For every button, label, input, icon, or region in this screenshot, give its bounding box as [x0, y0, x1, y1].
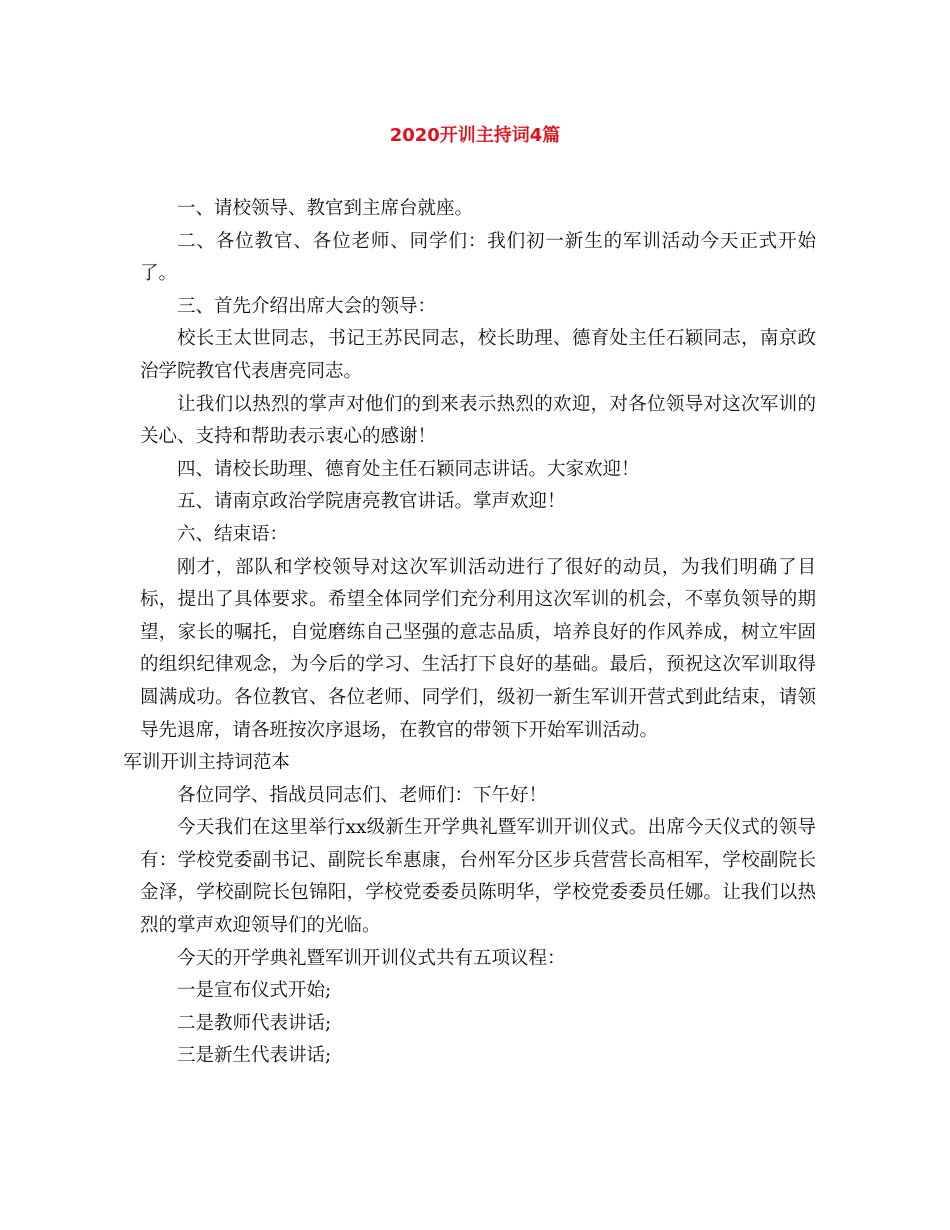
section-heading: 军训开训主持词范本 — [123, 752, 290, 774]
paragraph: 校长王太世同志，书记王苏民同志，校长助理、德育处主任石颖同志，南京政治学院教官代表唐亮同志。 — [140, 328, 816, 382]
paragraph: 各位同学、指战员同志们、老师们：下午好！ — [177, 784, 548, 806]
paragraph: 三是新生代表讲话; — [177, 1045, 332, 1067]
document-title: 2020开训主持词4篇 — [389, 125, 561, 146]
paragraph: 六、结束语： — [177, 523, 289, 545]
paragraph: 三、首先介绍出席大会的领导： — [177, 295, 437, 317]
paragraph: 二、各位教官、各位老师、同学们：我们初一新生的军训活动今天正式开始了。 — [140, 230, 816, 285]
paragraph: 今天的开学典礼暨军训开训仪式共有五项议程： — [177, 947, 566, 969]
paragraph: 刚才，部队和学校领导对这次军训活动进行了很好的动员，为我们明确了目标，提出了具体要求。希望全体同学们充分利用这次军训的机会，不辜负领导的期望，家长的嘱托，自觉磨练自己坚强的意志品质，培养良好的作风养成，树立牢固的组织纪律观念，为今后的学习、生活打下良好的基础。最后，预祝这次军训取得圆满成功。各位教官、各位老师、同学们，级初一新生军训开营式到此结束，请领导先退席，请各班按次序退场，在教官的带领下开始军训活动。 — [140, 556, 816, 741]
paragraph: 四、请校长助理、德育处主任石颖同志讲话。大家欢迎！ — [177, 458, 640, 480]
paragraph: 今天我们在这里举行xx级新生开学典礼暨军训开训仪式。出席今天仪式的领导有：学校党委副书记、副院长牟惠康，台州军分区步兵营营长高相军，学校副院长金泽，学校副院长包锦阳，学校党委委员陈明华，学校党委委员任娜。让我们以热烈的掌声欢迎领导们的光临。 — [140, 817, 816, 937]
paragraph: 二是教师代表讲话; — [177, 1012, 332, 1034]
paragraph: 一是宣布仪式开始; — [177, 980, 332, 1002]
paragraph: 一、请校领导、教官到主席台就座。 — [177, 198, 474, 219]
document-body — [123, 193, 816, 1073]
paragraph: 让我们以热烈的掌声对他们的到来表示热烈的欢迎，对各位领导对这次军训的关心、支持和帮助表示衷心的感谢！ — [140, 393, 816, 448]
paragraph: 五、请南京政治学院唐亮教官讲话。掌声欢迎！ — [177, 491, 566, 513]
